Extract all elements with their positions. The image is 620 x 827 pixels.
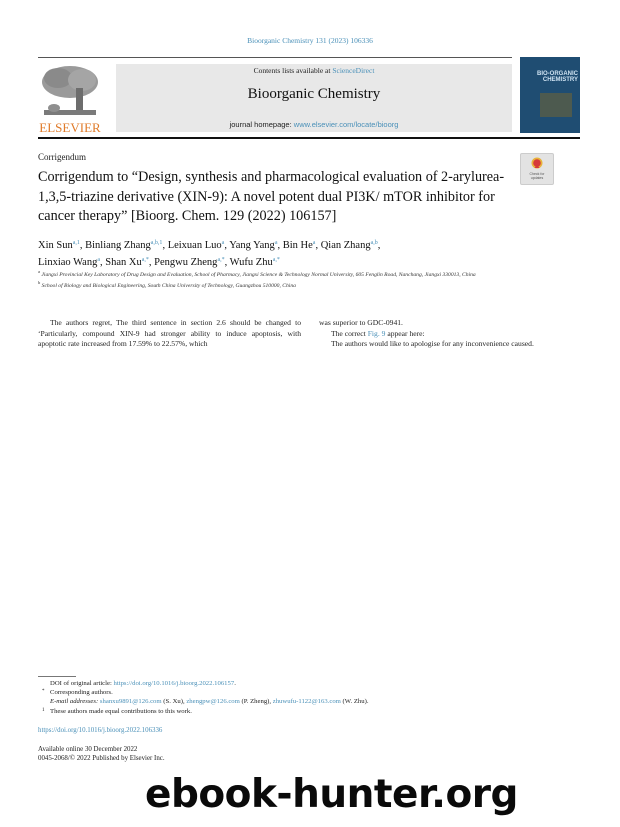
author-sup[interactable]: a,* [141,257,149,263]
footnote-divider [38,676,76,677]
cover-title [524,71,578,83]
author-sep: , [148,257,155,268]
check-updates-label [521,172,553,180]
author-list [38,236,578,270]
author-name[interactable]: Xin Sun [38,240,73,251]
author[interactable] [154,257,230,268]
author[interactable] [168,240,230,251]
email-link[interactable]: shanxu9891@126.com [99,698,162,706]
affiliation-text: Jiangxi Provincial Key Laboratory of Drug Design and Evaluation, School of Pharmacy, Jiangxi Science & Technology Normal University, 605 Fenglin Road, Nanchang, Jiangxi 330013, China [41,271,476,278]
email-link[interactable]: zhuwufu-1122@163.com [272,698,341,706]
author[interactable] [105,257,154,268]
author-sep: , [377,240,381,251]
author[interactable] [85,240,168,251]
article-type: Corrigendum [38,152,86,162]
publication-info [38,745,165,763]
author-sup[interactable]: a,* [217,257,225,263]
doi-end: . [234,680,236,687]
asterisk-mark: * [42,689,45,695]
email-owner: (P. Zheng), [239,698,273,706]
author-sep: , [277,240,283,251]
elsevier-wordmark: ELSEVIER [39,120,101,135]
affiliations [38,268,583,291]
journal-header [116,64,512,132]
email-link[interactable]: zhengpw@126.com [186,698,240,706]
email-owner: (S. Xu), [161,698,187,706]
body-column-right [319,318,581,350]
author-sup[interactable]: a,b,1 [150,240,163,246]
author[interactable] [230,257,280,268]
email-label: E-mail addresses: [50,698,99,706]
author-sup[interactable]: a [312,240,316,246]
check-updates-line1: Check for [529,172,545,176]
body-paragraph-figure [319,329,581,340]
author[interactable] [229,240,283,251]
author[interactable] [321,240,381,251]
author-sep: , [315,240,321,251]
author-name[interactable]: Binliang Zhang [85,240,151,251]
body-column-left [38,318,301,350]
email-owner: (W. Zhu). [340,698,369,706]
cover-title-line1: BIO-ORGANIC [537,71,578,77]
author-sup[interactable]: a,1 [72,240,80,246]
author-sep: , [162,240,168,251]
author-sep: , [224,240,230,251]
check-updates-line2: updates [530,176,544,180]
author-name[interactable]: Pengwu Zheng [154,257,218,268]
check-for-updates-button[interactable] [520,153,554,185]
contents-prefix: Contents lists available at [253,66,333,75]
article-title: Corrigendum to “Design, synthesis and pharmacological evaluation of 2-arylurea-1,3,5-triazine derivative (XIN-9): A novel potent dual PI3K/ mTOR inhibitor for cancer therapy” [Bioorg. Chem. 129 (2022) 106157] [38,169,505,224]
original-doi-link[interactable]: https://doi.org/10.1016/j.bioorg.2022.106157 [113,680,235,687]
author[interactable] [38,257,105,268]
author-sep: , [224,257,230,268]
author-sep: , [79,240,86,251]
author[interactable] [283,240,321,251]
affiliation-text: School of Biology and Biological Engineering, South China University of Technology, Guangzhou 510000, China [41,283,296,290]
contents-line [116,66,512,75]
header-divider [38,137,580,139]
author-name[interactable]: Leixuan Luo [167,240,222,251]
running-head[interactable]: Bioorganic Chemistry 131 (2023) 106336 [247,36,373,45]
homepage-line [116,120,512,129]
author-sup[interactable]: a [97,257,100,263]
author-name[interactable]: Linxiao Wang [38,257,98,268]
elsevier-logo[interactable] [38,64,102,134]
footnote-doi [38,679,583,688]
equal-mark: 1 [42,707,45,713]
author-name[interactable]: Wufu Zhu [229,257,273,268]
affiliation-mark: b [38,280,41,286]
footnote-equal-contribution [38,707,583,716]
author-sup[interactable]: a [221,240,225,246]
footnote-emails [38,697,583,706]
check-updates-icon [531,157,543,170]
cover-title-line2: CHEMISTRY [542,77,578,83]
body-paragraph: The authors regret, The third sentence in section 2.6 should be changed to ‘Particularly, compound XIN-9 had stronger ability to induce apoptosis, with apoptotic rate increased from 17.59% to 22.57%, which [38,318,301,348]
figure-text-suffix: appear here: [385,328,425,338]
author[interactable] [38,240,85,251]
affiliation-mark: a [38,269,40,274]
elsevier-tree-icon [40,64,100,118]
article-doi-link[interactable]: https://doi.org/10.1016/j.bioorg.2022.106336 [38,727,163,734]
figure-text-prefix: The correct [331,328,368,338]
corresponding-text: Corresponding authors. [50,689,113,697]
body-paragraph-continuation: was superior to GDC-0941. [319,318,403,327]
author-name[interactable]: Qian Zhang [320,240,371,251]
available-online: Available online 30 December 2022 [38,746,138,753]
figure-9-link[interactable]: Fig. 9 [367,328,386,338]
journal-cover[interactable] [520,57,580,133]
affiliation-b [38,279,583,290]
body-paragraph-apology: The authors would like to apologise for any inconvenience caused. [331,339,534,348]
top-rule [38,57,512,58]
doi-label: DOI of original article: [50,680,114,687]
footnote-corresponding [38,688,583,697]
author-sup[interactable]: a,* [272,257,280,263]
affiliation-a [38,268,583,279]
author-sup[interactable]: a [274,240,278,246]
copyright: 0045-2068/© 2022 Published by Elsevier Inc. [38,755,165,762]
watermark: ebook-hunter.org [145,772,518,817]
journal-homepage-link[interactable]: www.elsevier.com/locate/bioorg [293,120,399,129]
author-name[interactable]: Shan Xu [105,257,142,268]
cover-image [540,93,572,117]
journal-name: Bioorganic Chemistry [247,86,381,102]
sciencedirect-link[interactable]: ScienceDirect [332,66,375,75]
footnotes [38,679,583,716]
author-sup[interactable]: a,b [370,240,378,246]
author-sep: , [100,257,106,268]
author-name[interactable]: Bin He [282,240,313,251]
equal-contribution-text: These authors made equal contributions to this work. [50,707,192,715]
author-name[interactable]: Yang Yang [229,240,275,251]
homepage-prefix: journal homepage: [229,120,294,129]
